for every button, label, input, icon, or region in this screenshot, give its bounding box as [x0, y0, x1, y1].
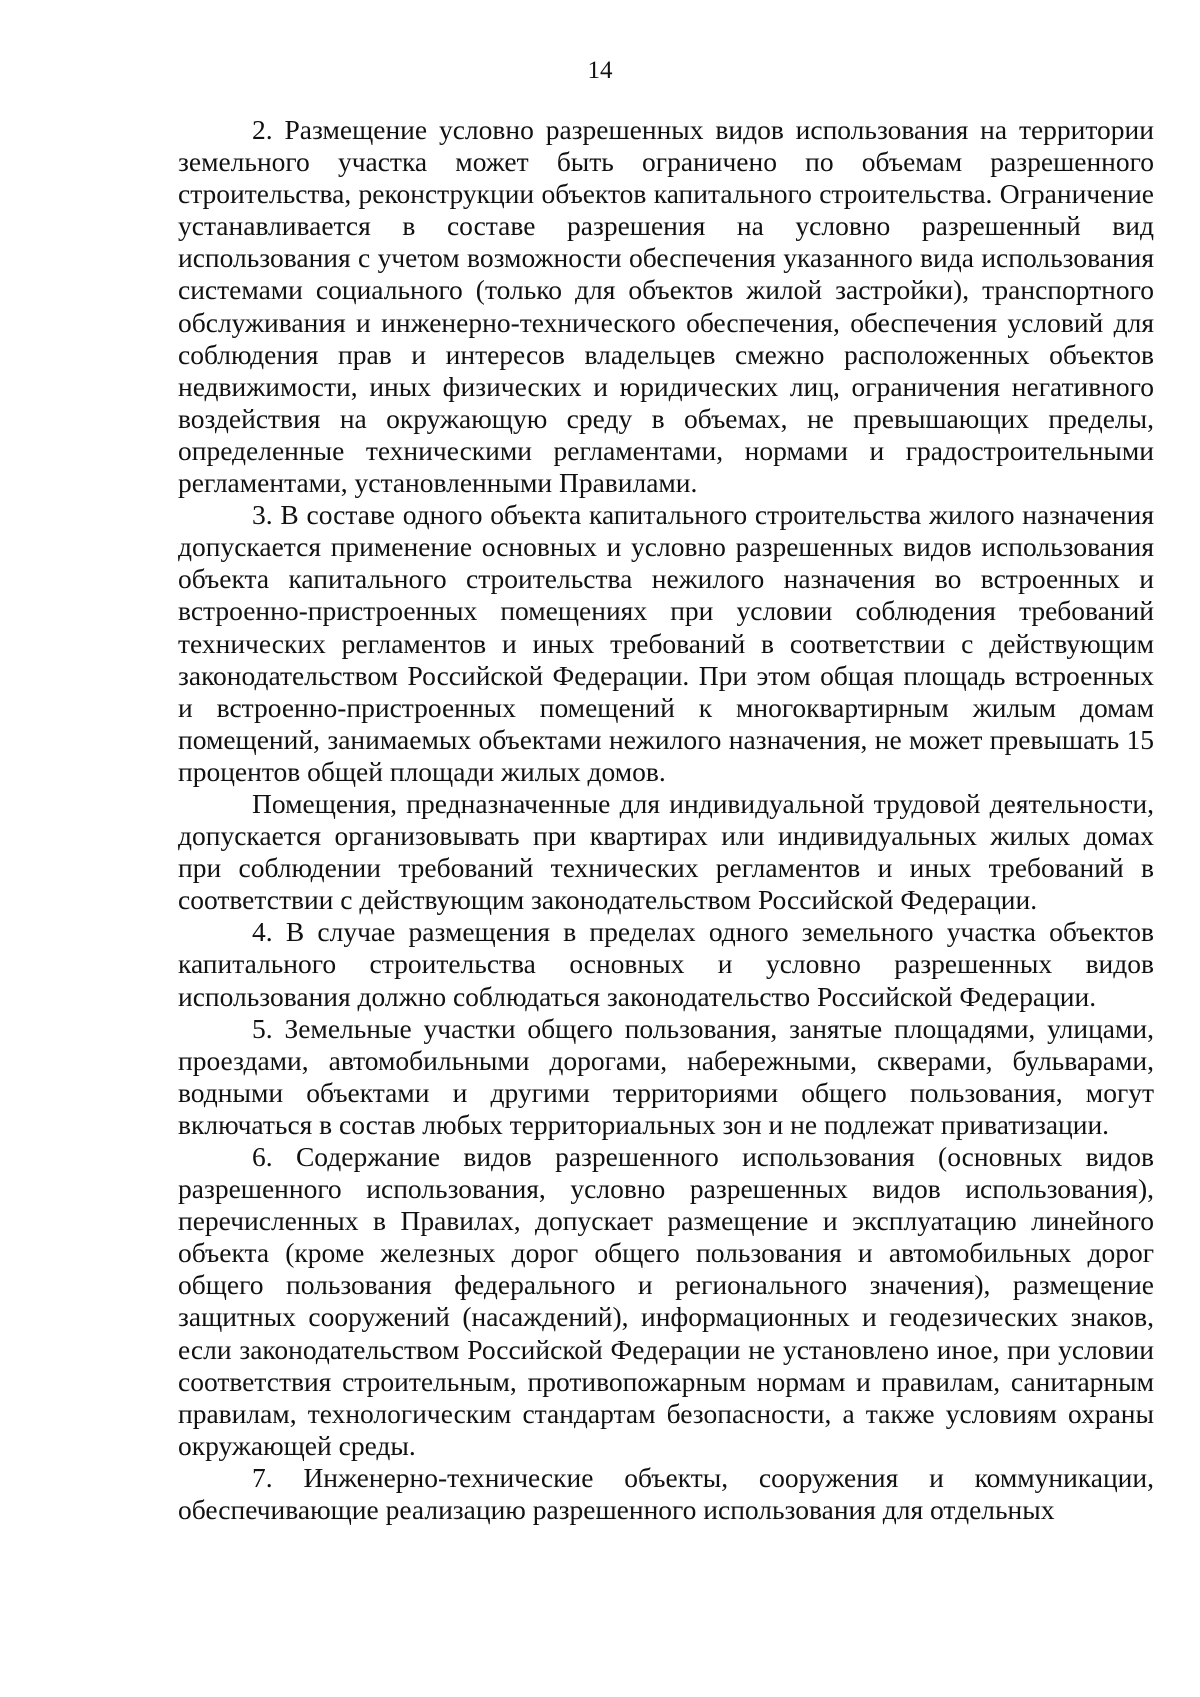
paragraph-2: 2. Размещение условно разрешенных видов использования на территории земельного участка может быть ограничено по объемам разрешенного строительства, реконструкции объектов капитального строительства. Ограничение устанавливается в составе разрешения на условно разрешенный вид использования с учетом возможности обеспечения указанного вида использования системами социального (только для объектов жилой застройки), транспортного обслуживания и инженерно-технического обеспечения, обеспечения условий для соблюдения прав и интересов владельцев смежно расположенных объектов недвижимости, иных физических и юридических лиц, ограничения негативного воздействия на окружающую среду в объемах, не превышающих пределы, определенные техническими регламентами, нормами и градостроительными регламентами, установленными Правилами.	[178, 114, 1154, 499]
document-body	[178, 114, 1154, 1526]
page-number: 14	[587, 57, 613, 84]
paragraph-3-premises: Помещения, предназначенные для индивидуальной трудовой деятельности, допускается организовывать при квартирах или индивидуальных жилых домах при соблюдении требований технических регламентов и иных требований в соответствии с действующим законодательством Российской Федерации.	[178, 787, 1154, 916]
paragraph-4: 4. В случае размещения в пределах одного земельного участка объектов капитального строительства основных и условно разрешенных видов использования должно соблюдаться законодательство Российской Федерации.	[178, 916, 1154, 1012]
paragraph-3: 3. В составе одного объекта капитального строительства жилого назначения допускается применение основных и условно разрешенных видов использования объекта капитального строительства нежилого назначения во встроенных и встроенно-пристроенных помещениях при условии соблюдения требований технических регламентов и иных требований в соответствии с действующим законодательством Российской Федерации. При этом общая площадь встроенных и встроенно-пристроенных помещений к многоквартирным жилым домам помещений, занимаемых объектами нежилого назначения, не может превышать 15 процентов общей площади жилых домов.	[178, 499, 1154, 787]
paragraph-7: 7. Инженерно-технические объекты, сооружения и коммуникации, обеспечивающие реализацию разрешенного использования для отдельных	[178, 1461, 1154, 1526]
paragraph-6: 6. Содержание видов разрешенного использования (основных видов разрешенного использования, условно разрешенных видов использования), перечисленных в Правилах, допускает размещение и эксплуатацию линейного объекта (кроме железных дорог общего пользования и автомобильных дорог общего пользования федерального и регионального значения), размещение защитных сооружений (насаждений), информационных и геодезических знаков, если законодательством Российской Федерации не установлено иное, при условии соответствия строительным, противопожарным нормам и правилам, санитарным правилам, технологическим стандартам безопасности, а также условиям охраны окружающей среды.	[178, 1141, 1154, 1461]
paragraph-5: 5. Земельные участки общего пользования, занятые площадями, улицами, проездами, автомобильными дорогами, набережными, скверами, бульварами, водными объектами и другими территориями общего пользования, могут включаться в состав любых территориальных зон и не подлежат приватизации.	[178, 1012, 1154, 1140]
